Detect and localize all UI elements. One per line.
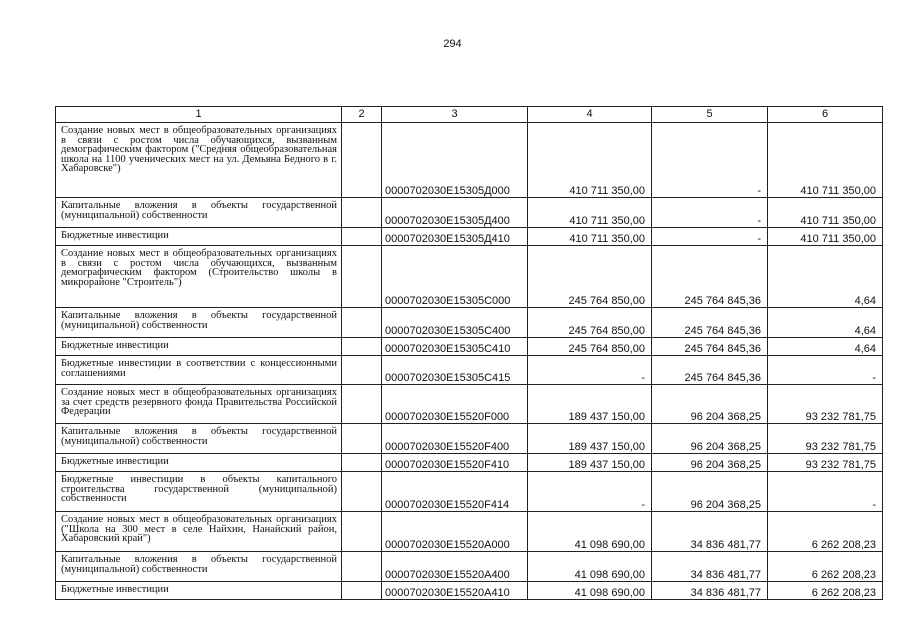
row-value-5: 245 764 845,36 — [652, 338, 768, 356]
row-value-6: 410 711 350,00 — [768, 228, 883, 246]
table-row — [56, 308, 883, 338]
table-row — [56, 512, 883, 552]
row-value-5: 96 204 368,25 — [652, 472, 768, 512]
row-name: Бюджетные инвестиции — [56, 228, 342, 246]
row-value-5: 34 836 481,77 — [652, 582, 768, 600]
table-row — [56, 228, 883, 246]
row-value-6: 93 232 781,75 — [768, 454, 883, 472]
row-value-6: 410 711 350,00 — [768, 198, 883, 228]
row-value-6: 6 262 208,23 — [768, 552, 883, 582]
row-name: Бюджетные инвестиции — [56, 338, 342, 356]
row-value-6: 93 232 781,75 — [768, 424, 883, 454]
row-code: 0000702030E15520А410 — [382, 582, 528, 600]
row-name: Создание новых мест в общеобразовательных организациях за счет средств резервного фонда Правительства Российской Федерации — [56, 385, 342, 424]
row-col2 — [342, 472, 382, 512]
row-name: Капитальные вложения в объекты государственной (муниципальной) собственности — [56, 552, 342, 582]
row-name: Создание новых мест в общеобразовательных организациях в связи с ростом числа обучающихся, вызванным демографическим фактором ("Средняя общеобразовательная школа на 1100 ученических мест на ул. Демьяна Бедного в г. Хабаровске") — [56, 123, 342, 198]
table-row — [56, 338, 883, 356]
header-cell-5: 5 — [652, 107, 768, 123]
header-cell-4: 4 — [528, 107, 652, 123]
row-value-6: 4,64 — [768, 338, 883, 356]
row-value-4: 245 764 850,00 — [528, 308, 652, 338]
table-row — [56, 552, 883, 582]
row-value-4: 245 764 850,00 — [528, 246, 652, 308]
row-value-5: 245 764 845,36 — [652, 308, 768, 338]
row-code: 0000702030E15305Д000 — [382, 123, 528, 198]
table-row — [56, 472, 883, 512]
row-value-4: 41 098 690,00 — [528, 512, 652, 552]
row-value-4: 245 764 850,00 — [528, 338, 652, 356]
row-code: 0000702030E15305Д400 — [382, 198, 528, 228]
table-row — [56, 424, 883, 454]
row-value-5: - — [652, 198, 768, 228]
row-value-4: - — [528, 356, 652, 385]
row-code: 0000702030E15305Д410 — [382, 228, 528, 246]
row-value-6: 6 262 208,23 — [768, 512, 883, 552]
row-value-6: 4,64 — [768, 308, 883, 338]
row-value-5: 96 204 368,25 — [652, 424, 768, 454]
header-cell-1: 1 — [56, 107, 342, 123]
table-row — [56, 385, 883, 424]
row-value-4: 410 711 350,00 — [528, 123, 652, 198]
row-col2 — [342, 198, 382, 228]
row-code: 0000702030E15520А000 — [382, 512, 528, 552]
table-row — [56, 356, 883, 385]
row-col2 — [342, 308, 382, 338]
row-value-4: 410 711 350,00 — [528, 198, 652, 228]
row-value-5: 96 204 368,25 — [652, 454, 768, 472]
table-row — [56, 198, 883, 228]
row-name: Бюджетные инвестиции — [56, 582, 342, 600]
row-name: Бюджетные инвестиции в объекты капитального строительства государственной (муниципальной) собственности — [56, 472, 342, 512]
row-code: 0000702030E15305С400 — [382, 308, 528, 338]
row-value-4: 189 437 150,00 — [528, 385, 652, 424]
table-row — [56, 454, 883, 472]
budget-table — [55, 106, 883, 600]
row-value-6: 4,64 — [768, 246, 883, 308]
row-col2 — [342, 356, 382, 385]
row-col2 — [342, 123, 382, 198]
row-code: 0000702030E15520F410 — [382, 454, 528, 472]
row-code: 0000702030E15520F000 — [382, 385, 528, 424]
header-cell-2: 2 — [342, 107, 382, 123]
row-col2 — [342, 338, 382, 356]
row-name: Капитальные вложения в объекты государственной (муниципальной) собственности — [56, 198, 342, 228]
row-col2 — [342, 512, 382, 552]
row-value-5: 245 764 845,36 — [652, 356, 768, 385]
header-row — [56, 107, 883, 123]
row-code: 0000702030E15520А400 — [382, 552, 528, 582]
row-value-5: 96 204 368,25 — [652, 385, 768, 424]
row-value-4: 189 437 150,00 — [528, 424, 652, 454]
row-code: 0000702030E15520F414 — [382, 472, 528, 512]
row-value-5: 34 836 481,77 — [652, 512, 768, 552]
row-value-6: 6 262 208,23 — [768, 582, 883, 600]
row-col2 — [342, 424, 382, 454]
row-col2 — [342, 552, 382, 582]
row-col2 — [342, 246, 382, 308]
row-name: Создание новых мест в общеобразовательных организациях ("Школа на 300 мест в селе Найхин, Нанайский район, Хабаровский край") — [56, 512, 342, 552]
row-code: 0000702030E15520F400 — [382, 424, 528, 454]
row-col2 — [342, 454, 382, 472]
row-value-6: - — [768, 356, 883, 385]
table-row — [56, 246, 883, 308]
row-value-4: 189 437 150,00 — [528, 454, 652, 472]
row-name: Капитальные вложения в объекты государственной (муниципальной) собственности — [56, 308, 342, 338]
row-value-6: 93 232 781,75 — [768, 385, 883, 424]
row-col2 — [342, 582, 382, 600]
row-value-4: 41 098 690,00 — [528, 552, 652, 582]
row-code: 0000702030E15305С410 — [382, 338, 528, 356]
page-number: 294 — [443, 38, 462, 50]
row-name: Бюджетные инвестиции — [56, 454, 342, 472]
row-col2 — [342, 385, 382, 424]
row-value-5: - — [652, 228, 768, 246]
row-value-6: 410 711 350,00 — [768, 123, 883, 198]
row-value-4: 410 711 350,00 — [528, 228, 652, 246]
row-value-5: - — [652, 123, 768, 198]
row-col2 — [342, 228, 382, 246]
row-name: Бюджетные инвестиции в соответствии с концессионными соглашениями — [56, 356, 342, 385]
table-row — [56, 123, 883, 198]
header-cell-6: 6 — [768, 107, 883, 123]
row-value-5: 245 764 845,36 — [652, 246, 768, 308]
row-value-6: - — [768, 472, 883, 512]
row-code: 0000702030E15305С415 — [382, 356, 528, 385]
row-value-5: 34 836 481,77 — [652, 552, 768, 582]
header-cell-3: 3 — [382, 107, 528, 123]
row-code: 0000702030E15305С000 — [382, 246, 528, 308]
row-value-4: - — [528, 472, 652, 512]
row-name: Создание новых мест в общеобразовательных организациях в связи с ростом числа обучающихся, вызванным демографическим фактором (Строительство школы в микрорайоне "Строитель") — [56, 246, 342, 308]
row-value-4: 41 098 690,00 — [528, 582, 652, 600]
table-row — [56, 582, 883, 600]
row-name: Капитальные вложения в объекты государственной (муниципальной) собственности — [56, 424, 342, 454]
